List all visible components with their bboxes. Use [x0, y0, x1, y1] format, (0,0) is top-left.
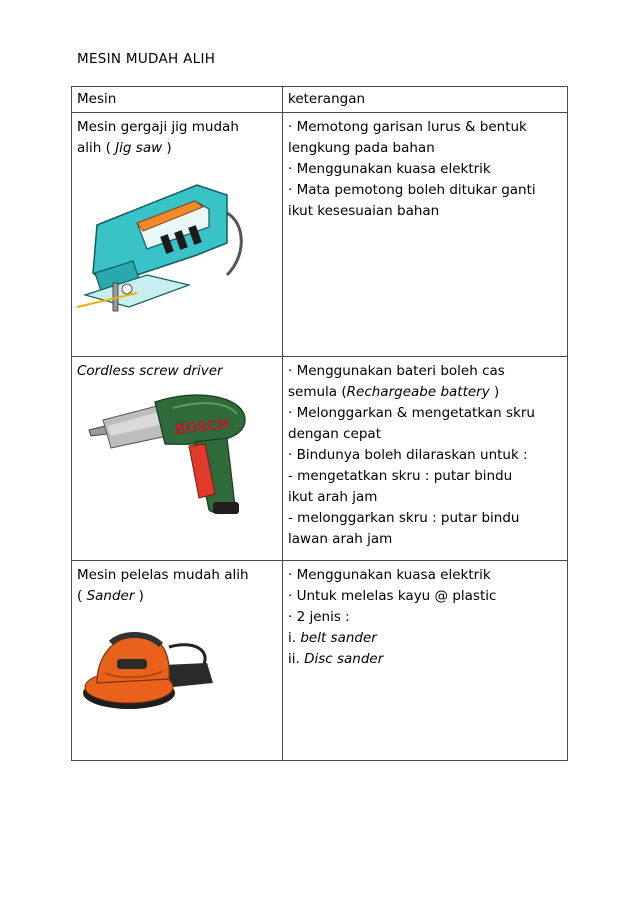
orbital-sander-photo: [77, 613, 247, 723]
description-cell: [283, 561, 568, 761]
header-keterangan: keterangan: [283, 87, 568, 113]
table-row: [72, 357, 568, 561]
page-title: MESIN MUDAH ALIH: [77, 51, 216, 67]
text-line: ii. Disc sander: [288, 651, 384, 667]
text-line: - mengetatkan skru : putar bindu: [288, 468, 513, 484]
description-text: [288, 565, 562, 670]
text-line: · Mata pemotong boleh ditukar ganti: [288, 182, 536, 198]
machine-name: [77, 117, 277, 159]
text-line: · Melonggarkan & mengetatkan skru: [288, 405, 535, 421]
header-mesin: Mesin: [72, 87, 283, 113]
text-line: lengkung pada bahan: [288, 140, 435, 156]
machine-table: [71, 86, 568, 761]
text-line: · Memotong garisan lurus & bentuk: [288, 119, 527, 135]
machine-cell: [72, 113, 283, 357]
text-line: i. belt sander: [288, 630, 377, 646]
machine-name: [77, 565, 277, 607]
description-cell: [283, 357, 568, 561]
table-row: [72, 113, 568, 357]
text-line: alih ( Jig saw ): [77, 140, 172, 156]
table-header-row: [72, 87, 568, 113]
text-line: semula (Rechargeabe battery ): [288, 384, 500, 400]
description-cell: [283, 113, 568, 357]
text-line: · Bindunya boleh dilaraskan untuk :: [288, 447, 528, 463]
text-line: · Untuk melelas kayu @ plastic: [288, 588, 497, 604]
text-line: · Menggunakan kuasa elektrik: [288, 161, 491, 177]
text-line: Cordless screw driver: [77, 363, 223, 379]
text-line: · Menggunakan bateri boleh cas: [288, 363, 505, 379]
description-text: [288, 361, 562, 550]
text-line: · 2 jenis :: [288, 609, 350, 625]
machine-cell: [72, 561, 283, 761]
jig-saw-illustration: [77, 165, 247, 315]
text-line: ikut kesesuaian bahan: [288, 203, 440, 219]
text-line: dengan cepat: [288, 426, 381, 442]
text-line: lawan arah jam: [288, 531, 393, 547]
cordless-screwdriver-photo: [77, 388, 247, 518]
text-line: Mesin gergaji jig mudah: [77, 119, 239, 135]
description-text: [288, 117, 562, 222]
machine-cell: [72, 357, 283, 561]
text-line: ikut arah jam: [288, 489, 378, 505]
text-line: ( Sander ): [77, 588, 144, 604]
machine-name: [77, 361, 277, 382]
table-row: [72, 561, 568, 761]
text-line: Mesin pelelas mudah alih: [77, 567, 249, 583]
text-line: · Menggunakan kuasa elektrik: [288, 567, 491, 583]
text-line: - melonggarkan skru : putar bindu: [288, 510, 520, 526]
brand-logo: BOSCH: [174, 415, 230, 439]
